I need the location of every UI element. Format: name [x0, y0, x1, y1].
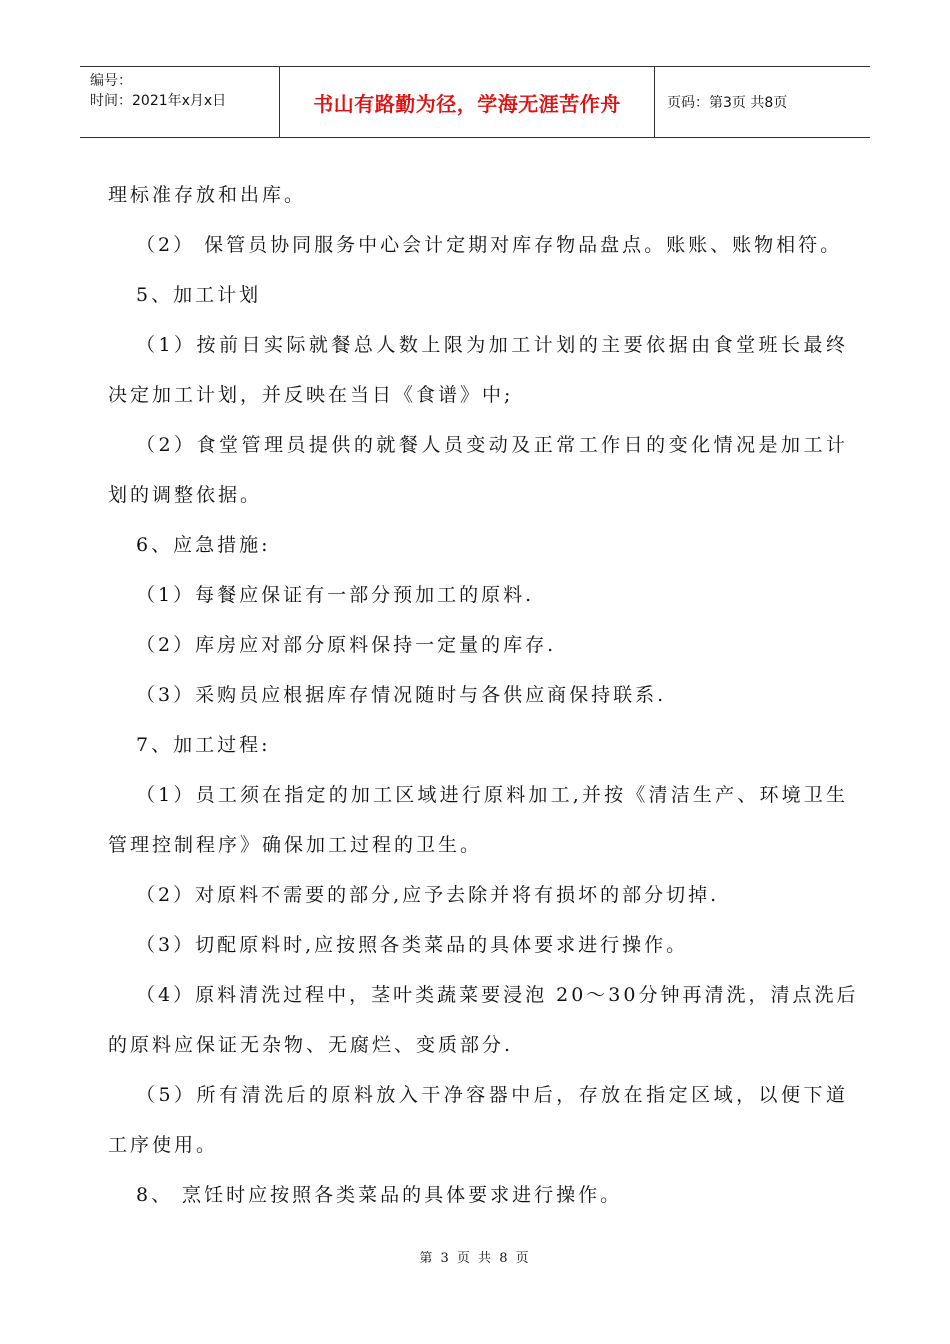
document-date: 时间：2021年x月x日 [90, 93, 227, 109]
paragraph-line: （2）库房应对部分原料保持一定量的库存. [136, 634, 557, 656]
paragraph-line: （2） 保管员协同服务中心会计定期对库存物品盘点。账账、账物相符。 [136, 234, 843, 256]
page-header [80, 66, 870, 138]
paragraph-line: （2）对原料不需要的部分,应予去除并将有损坏的部分切掉. [136, 884, 720, 906]
paragraph-line: （5）所有清洗后的原料放入干净容器中后，存放在指定区域，以便下道 [136, 1084, 848, 1106]
section-heading: 7、加工过程: [136, 734, 271, 756]
paragraph-line: （3）切配原料时,应按照各类菜品的具体要求进行操作。 [136, 934, 689, 956]
section-heading: 8、 烹饪时应按照各类菜品的具体要求进行操作。 [136, 1184, 623, 1206]
paragraph-line: （1）按前日实际就餐总人数上限为加工计划的主要依据由食堂班长最终 [136, 334, 848, 356]
page-footer: 第 3 页 共 8 页 [419, 1251, 531, 1266]
document-body [108, 170, 859, 1220]
document-number: 编号： [90, 73, 132, 89]
section-heading: 5、加工计划 [136, 284, 262, 306]
paragraph-line: 理标准存放和出库。 [108, 184, 307, 206]
paragraph-line: （2）食堂管理员提供的就餐人员变动及正常工作日的变化情况是加工计 [136, 434, 848, 456]
paragraph-line: （3）采购员应根据库存情况随时与各供应商保持联系. [136, 684, 667, 706]
paragraph-line: （1）每餐应保证有一部分预加工的原料. [136, 584, 535, 606]
paragraph-line: （4）原料清洗过程中，茎叶类蔬菜要浸泡 20～30分钟再清洗，清点洗后 [136, 984, 859, 1006]
paragraph-line: 管理控制程序》确保加工过程的卫生。 [108, 834, 483, 856]
header-motto: 书山有路勤为径，学海无涯苦作舟 [280, 67, 655, 137]
paragraph-line: （1）员工须在指定的加工区域进行原料加工,并按《清洁生产、环境卫生 [136, 784, 848, 806]
paragraph-line: 划的调整依据。 [108, 484, 263, 506]
paragraph-line: 的原料应保证无杂物、无腐烂、变质部分. [108, 1034, 514, 1056]
paragraph-line: 工序使用。 [108, 1134, 219, 1156]
paragraph-line: 决定加工计划，并反映在当日《食谱》中; [108, 384, 514, 406]
header-page-number: 页码：第3页 共8页 [667, 95, 788, 111]
section-heading: 6、应急措施: [136, 534, 271, 556]
header-meta [80, 67, 280, 137]
